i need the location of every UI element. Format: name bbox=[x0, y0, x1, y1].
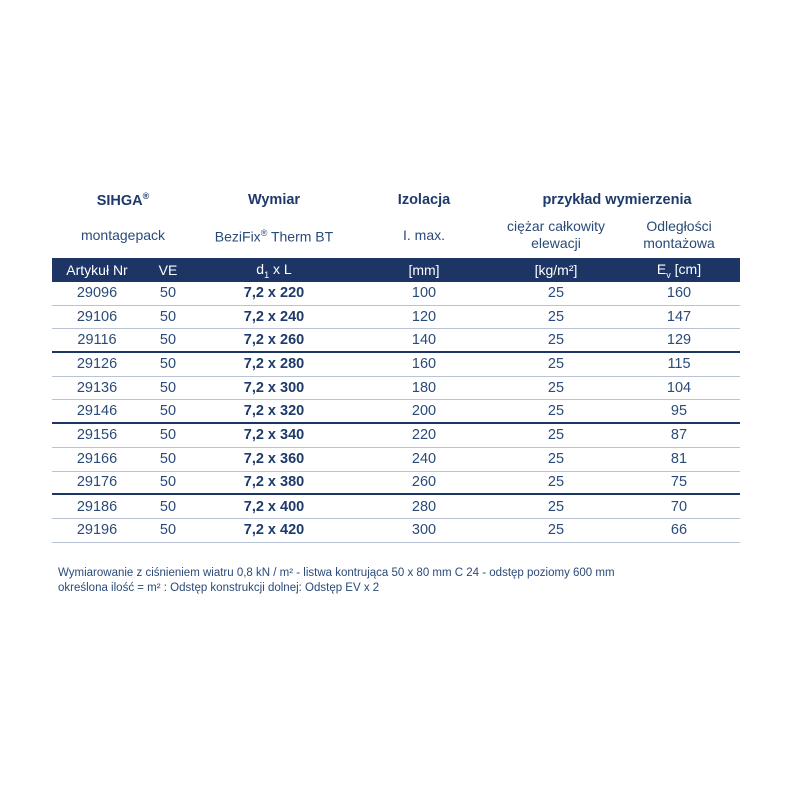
col-ve: VE bbox=[158, 262, 178, 278]
cell-article: 29116 bbox=[77, 332, 117, 349]
table-row bbox=[52, 353, 740, 377]
col-ev-e: E bbox=[656, 260, 667, 277]
cell-weight: 25 bbox=[547, 451, 565, 468]
table-row bbox=[52, 282, 740, 306]
cell-insulation: 120 bbox=[411, 309, 437, 326]
cell-ve: 50 bbox=[159, 332, 177, 349]
cell-article: 29136 bbox=[76, 380, 118, 397]
cell-insulation: 160 bbox=[411, 356, 437, 373]
product-table bbox=[52, 188, 740, 543]
col-dim-sub: 1 bbox=[264, 269, 270, 280]
pack-label: montagepack bbox=[80, 226, 166, 243]
cell-ve: 50 bbox=[159, 403, 177, 420]
cell-insulation: 100 bbox=[411, 285, 437, 302]
footnotes bbox=[58, 566, 748, 596]
cell-dimension: 7,2 x 360 bbox=[243, 451, 305, 468]
cell-distance: 104 bbox=[666, 380, 692, 397]
cell-ve: 50 bbox=[159, 522, 177, 539]
cell-weight: 25 bbox=[547, 522, 565, 539]
header-row-1 bbox=[52, 188, 740, 212]
cell-ve: 50 bbox=[159, 285, 177, 302]
cell-article: 29106 bbox=[76, 309, 118, 326]
weight-label: ciężar całkowity elewacji bbox=[506, 218, 606, 251]
cell-insulation: 200 bbox=[411, 403, 437, 420]
cell-distance: 160 bbox=[666, 285, 692, 302]
col-dim-rest: x L bbox=[269, 260, 292, 277]
cell-ve: 50 bbox=[159, 498, 177, 515]
cell-weight: 25 bbox=[547, 380, 565, 397]
cell-weight: 25 bbox=[547, 403, 565, 420]
example-title: przykład wymierzenia bbox=[542, 192, 692, 208]
table-body bbox=[52, 282, 740, 543]
cell-article: 29186 bbox=[76, 498, 118, 515]
cell-ve: 50 bbox=[159, 380, 177, 397]
cell-weight: 25 bbox=[547, 474, 565, 491]
cell-article: 29196 bbox=[76, 522, 118, 539]
cell-distance: 87 bbox=[670, 427, 688, 444]
cell-ve: 50 bbox=[159, 451, 177, 468]
cell-distance: 81 bbox=[670, 451, 688, 468]
product-label bbox=[194, 225, 354, 246]
table-row bbox=[52, 495, 740, 519]
cell-dimension: 7,2 x 260 bbox=[243, 332, 305, 349]
cell-weight: 25 bbox=[547, 332, 565, 349]
cell-ve: 50 bbox=[159, 427, 177, 444]
cell-insulation: 220 bbox=[411, 427, 437, 444]
cell-insulation: 140 bbox=[411, 332, 437, 349]
cell-weight: 25 bbox=[547, 427, 565, 444]
table-row bbox=[52, 448, 740, 472]
cell-insulation: 180 bbox=[411, 380, 437, 397]
cell-article: 29156 bbox=[76, 427, 118, 444]
table-row bbox=[52, 472, 740, 496]
cell-dimension: 7,2 x 240 bbox=[243, 309, 305, 326]
cell-distance: 70 bbox=[670, 498, 688, 515]
column-header-band bbox=[52, 258, 740, 282]
cell-distance: 66 bbox=[670, 522, 688, 539]
cell-insulation: 280 bbox=[411, 498, 437, 515]
cell-distance: 147 bbox=[666, 309, 692, 326]
cell-dimension: 7,2 x 220 bbox=[243, 285, 305, 302]
table-row bbox=[52, 377, 740, 401]
distance-label: Odległości montażowa bbox=[643, 218, 715, 251]
cell-distance: 115 bbox=[667, 356, 691, 373]
cell-dimension: 7,2 x 380 bbox=[243, 474, 305, 491]
cell-dimension: 7,2 x 340 bbox=[243, 427, 305, 444]
cell-article: 29146 bbox=[76, 403, 118, 420]
cell-ve: 50 bbox=[159, 474, 177, 491]
cell-dimension: 7,2 x 420 bbox=[243, 522, 305, 539]
cell-weight: 25 bbox=[547, 356, 565, 373]
product-reg-mark: ® bbox=[260, 227, 268, 238]
col-dim bbox=[194, 261, 354, 280]
brand-name: SIHGA bbox=[96, 192, 143, 209]
footnote-line-2: określona ilość = m² : Odstęp konstrukcji dolnej: Odstęp EV x 2 bbox=[58, 582, 380, 594]
cell-dimension: 7,2 x 300 bbox=[243, 380, 305, 397]
brand-reg-mark: ® bbox=[142, 191, 150, 202]
col-ev-sub: v bbox=[666, 269, 671, 280]
cell-insulation: 240 bbox=[411, 451, 437, 468]
col-article: Artykuł Nr bbox=[66, 262, 128, 278]
cell-weight: 25 bbox=[547, 285, 565, 302]
insulation-sub: I. max. bbox=[402, 226, 445, 243]
header-row-2 bbox=[52, 212, 740, 258]
table-row bbox=[52, 329, 740, 353]
brand-title bbox=[52, 191, 194, 209]
cell-ve: 50 bbox=[159, 309, 177, 326]
cell-article: 29096 bbox=[76, 285, 118, 302]
col-ev bbox=[618, 261, 740, 280]
cell-insulation: 260 bbox=[411, 474, 437, 491]
cell-distance: 95 bbox=[670, 403, 688, 420]
col-ev-rest: [cm] bbox=[670, 260, 702, 277]
cell-distance: 129 bbox=[666, 332, 692, 349]
table-row bbox=[52, 400, 740, 424]
cell-ve: 50 bbox=[159, 356, 177, 373]
cell-insulation: 300 bbox=[411, 522, 437, 539]
table-row bbox=[52, 306, 740, 330]
table-row bbox=[52, 519, 740, 543]
table-row bbox=[52, 424, 740, 448]
cell-distance: 75 bbox=[670, 474, 688, 491]
product-name: BeziFix bbox=[214, 228, 261, 245]
cell-dimension: 7,2 x 320 bbox=[243, 403, 305, 420]
cell-article: 29166 bbox=[76, 451, 118, 468]
footnote-line-1: Wymiarowanie z ciśnieniem wiatru 0,8 kN / m² - listwa kontrująca 50 x 80 mm C 24 - odstęp poziomy 600 mm bbox=[58, 567, 615, 579]
product-suffix: Therm BT bbox=[267, 228, 334, 245]
cell-dimension: 7,2 x 400 bbox=[243, 498, 305, 515]
cell-weight: 25 bbox=[547, 498, 565, 515]
insulation-title: Izolacja bbox=[397, 192, 451, 208]
cell-weight: 25 bbox=[547, 309, 565, 326]
dimension-title: Wymiar bbox=[247, 192, 301, 208]
cell-dimension: 7,2 x 280 bbox=[243, 356, 305, 373]
col-kgm2: [kg/m²] bbox=[534, 262, 578, 278]
col-mm: [mm] bbox=[408, 262, 440, 278]
col-dim-d: d bbox=[256, 260, 265, 277]
cell-article: 29176 bbox=[76, 474, 118, 491]
cell-article: 29126 bbox=[76, 356, 118, 373]
